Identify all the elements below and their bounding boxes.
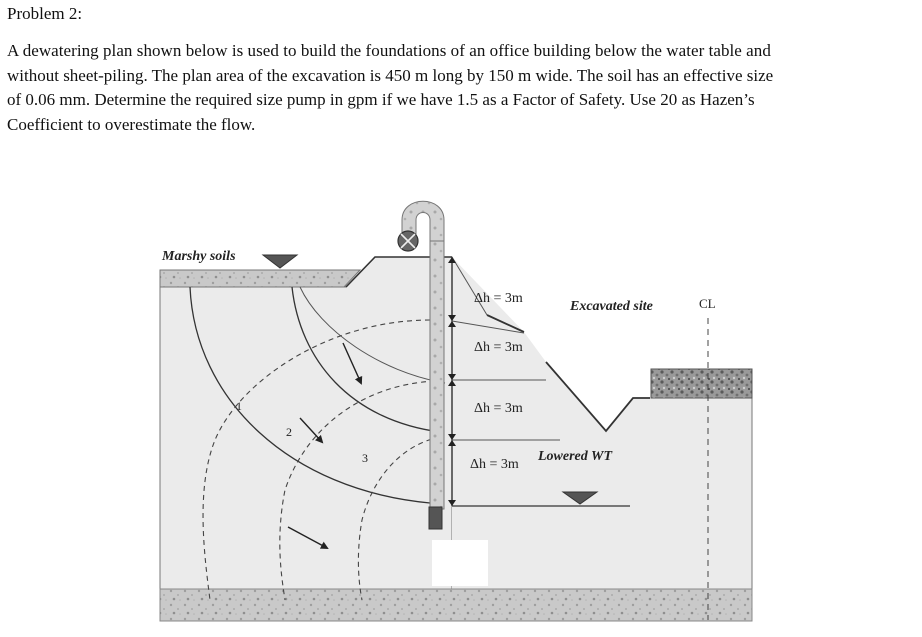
problem-heading: Problem 2: <box>7 4 83 23</box>
problem-line-4: Coefficient to overestimate the flow. <box>7 114 256 134</box>
bottom-impervious-layer <box>160 589 752 621</box>
blank-patch <box>432 540 488 586</box>
problem-line-3: of 0.06 mm. Determine the required size pump in gpm if we have 1.5 as a Factor of Safety. Use 20 as Hazen’s <box>7 90 755 110</box>
water-table-marker-icon <box>263 255 297 268</box>
pump-valve-icon <box>398 231 418 251</box>
dh-label-3: Δh = 3m <box>474 401 523 416</box>
flow-line-label-2: 2 <box>286 425 292 439</box>
soil-body <box>160 257 452 599</box>
dh-label-4: Δh = 3m <box>470 457 519 472</box>
excavated-site-label: Excavated site <box>570 299 653 314</box>
flow-line-label-3: 3 <box>362 451 368 465</box>
lowered-wt-label: Lowered WT <box>538 449 613 464</box>
marshy-soil-layer <box>160 270 360 287</box>
problem-line-1: A dewatering plan shown below is used to build the foundations of an office building below the water table and <box>7 41 771 60</box>
problem-line-2: without sheet-piling. The plan area of the excavation is 450 m long by 150 m wide. The soil has an effective size <box>7 65 774 85</box>
dh-label-2: Δh = 3m <box>474 340 523 355</box>
dh-label-1: Δh = 3m <box>474 291 523 306</box>
well-pipe <box>430 225 444 509</box>
foundation-block <box>651 369 752 398</box>
well-screen <box>429 507 442 529</box>
marshy-soils-label: Marshy soils <box>162 249 236 264</box>
flow-line-label-1: 1 <box>236 399 242 413</box>
centerline-label: CL <box>699 296 716 311</box>
